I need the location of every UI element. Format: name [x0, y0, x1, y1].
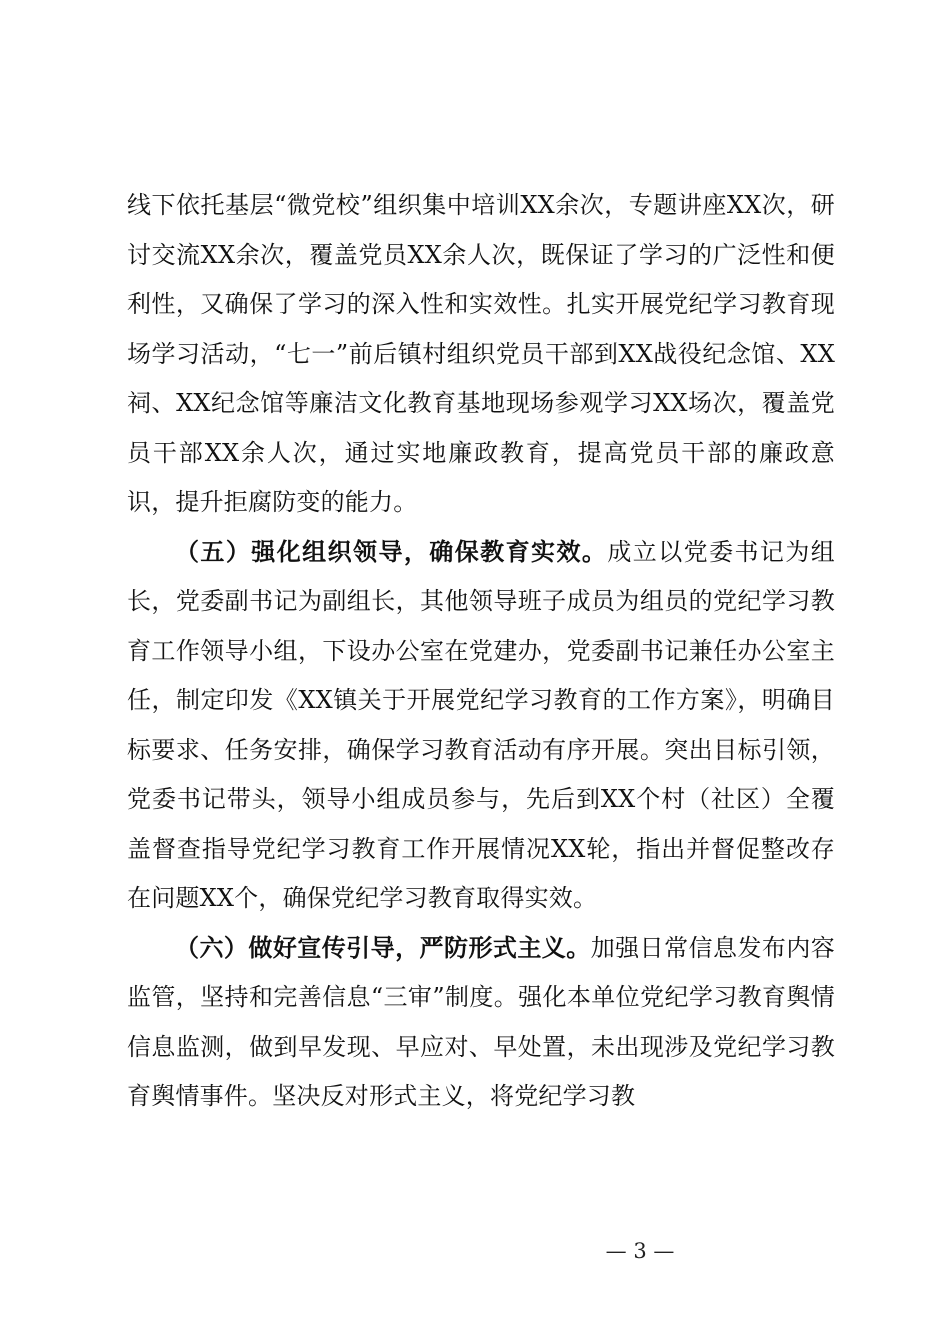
paragraph-text: 成立以党委书记为组长，党委副书记为副组长，其他领导班子成员为组员的党纪学习教育工作领导小组，下设办公室在党建办，党委副书记兼任办公室主任，制定印发《XX镇关于开展党纪学习教育的工作方案》，明确目标要求、任务安排，确保学习教育活动有序开展。突出目标引领，党委书记带头，领导小组成员参与，先后到XX个村（社区）全覆盖督查指导党纪学习教育工作开展情况XX轮，指出并督促整改存在问题XX个，确保党纪学习教育取得实效。	[127, 537, 835, 912]
paragraph-section-5	[127, 528, 835, 924]
paragraph-text: 加强日常信息发布内容监管，坚持和完善信息“三审”制度。强化本单位党纪学习教育舆情信息监测，做到早发现、早应对、早处置，未出现涉及党纪学习教育舆情事件。坚决反对形式主义，将党纪学习教	[127, 933, 836, 1110]
paragraph-section-6	[127, 924, 835, 1122]
body-text	[127, 181, 835, 1122]
paragraph-continuation	[127, 181, 835, 528]
section-heading: （五）强化组织领导，确保教育实效。	[175, 537, 608, 566]
page-number: — 3 —	[605, 1239, 675, 1263]
section-heading: （六）做好宣传引导，严防形式主义。	[175, 933, 591, 962]
paragraph-text: 线下依托基层“微党校”组织集中培训XX余次，专题讲座XX次，研讨交流XX余次，覆盖党员XX余人次，既保证了学习的广泛性和便利性，又确保了学习的深入性和实效性。扎实开展党纪学习教育现场学习活动，“七一”前后镇村组织党员干部到XX战役纪念馆、XX祠、XX纪念馆等廉洁文化教育基地现场参观学习XX场次，覆盖党员干部XX余人次，通过实地廉政教育，提高党员干部的廉政意识，提升拒腐防变的能力。	[127, 191, 835, 516]
